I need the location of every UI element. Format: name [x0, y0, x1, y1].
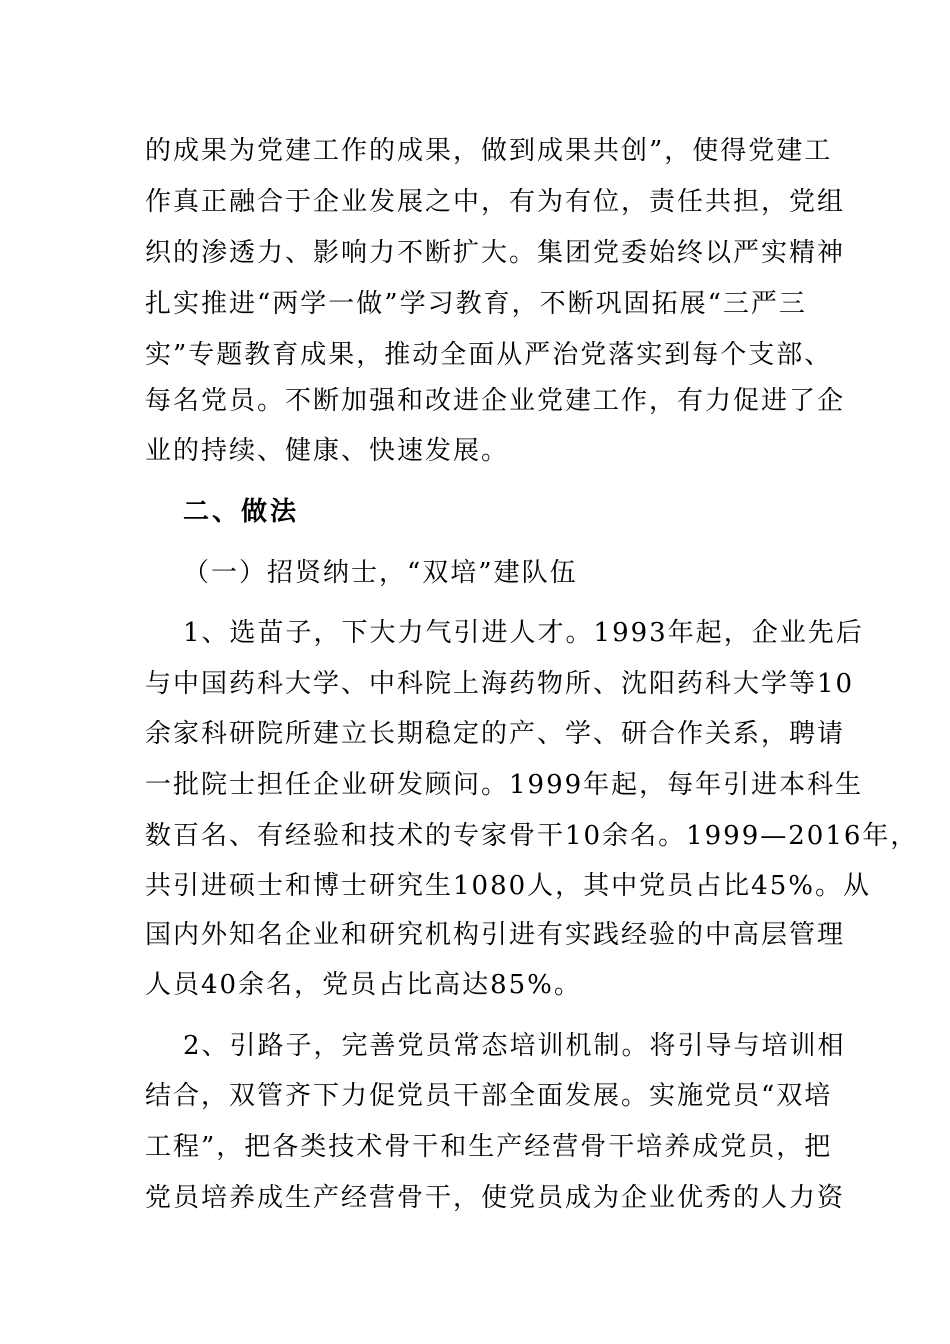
paragraph-1-line-7: 业的持续、健康、快速发展。: [145, 436, 510, 466]
section-heading: 二、做法: [183, 497, 300, 527]
paragraph-2-line-6: 共引进硕士和博士研究生1080人，其中党员占比45%。从: [145, 871, 871, 901]
paragraph-2-line-7: 国内外知名企业和研究机构引进有实践经验的中高层管理: [145, 920, 846, 950]
paragraph-1-line-1: 的成果为党建工作的成果，做到成果共创”，使得党建工: [145, 136, 833, 166]
paragraph-2-line-1: 1、选苗子，下大力气引进人才。1993年起，企业先后: [183, 618, 864, 648]
paragraph-3-line-1: 2、引路子，完善党员常态培训机制。将引导与培训相: [183, 1031, 846, 1061]
paragraph-1-line-5: 实”专题教育成果，推动全面从严治党落实到每个支部、: [145, 340, 833, 370]
paragraph-1-line-4: 扎实推进“两学一做”学习教育，不断巩固拓展“三严三: [145, 289, 807, 319]
paragraph-1-line-2: 作真正融合于企业发展之中，有为有位，责任共担，党组: [145, 187, 846, 217]
paragraph-2-line-4: 一批院士担任企业研发顾问。1999年起，每年引进本科生: [145, 770, 864, 800]
paragraph-1-line-6: 每名党员。不断加强和改进企业党建工作，有力促进了企: [145, 386, 846, 416]
paragraph-3-line-4: 党员培养成生产经营骨干，使党员成为企业优秀的人力资: [145, 1183, 846, 1213]
paragraph-3-line-3: 工程”，把各类技术骨干和生产经营骨干培养成党员，把: [145, 1132, 833, 1162]
paragraph-2-line-2: 与中国药科大学、中科院上海药物所、沈阳药科大学等10: [145, 669, 855, 699]
paragraph-2-line-8: 人员40余名，党员占比高达85%。: [145, 970, 582, 1000]
paragraph-2-line-3: 余家科研院所建立长期稳定的产、学、研合作关系，聘请: [145, 719, 846, 749]
paragraph-2-line-5: 数百名、有经验和技术的专家骨干10余名。1999—2016年，: [145, 821, 919, 851]
subsection-heading: （一）招贤纳士，“双培”建队伍: [183, 558, 578, 588]
paragraph-1-line-3: 织的渗透力、影响力不断扩大。集团党委始终以严实精神: [145, 238, 846, 268]
paragraph-3-line-2: 结合，双管齐下力促党员干部全面发展。实施党员“双培: [145, 1081, 833, 1111]
